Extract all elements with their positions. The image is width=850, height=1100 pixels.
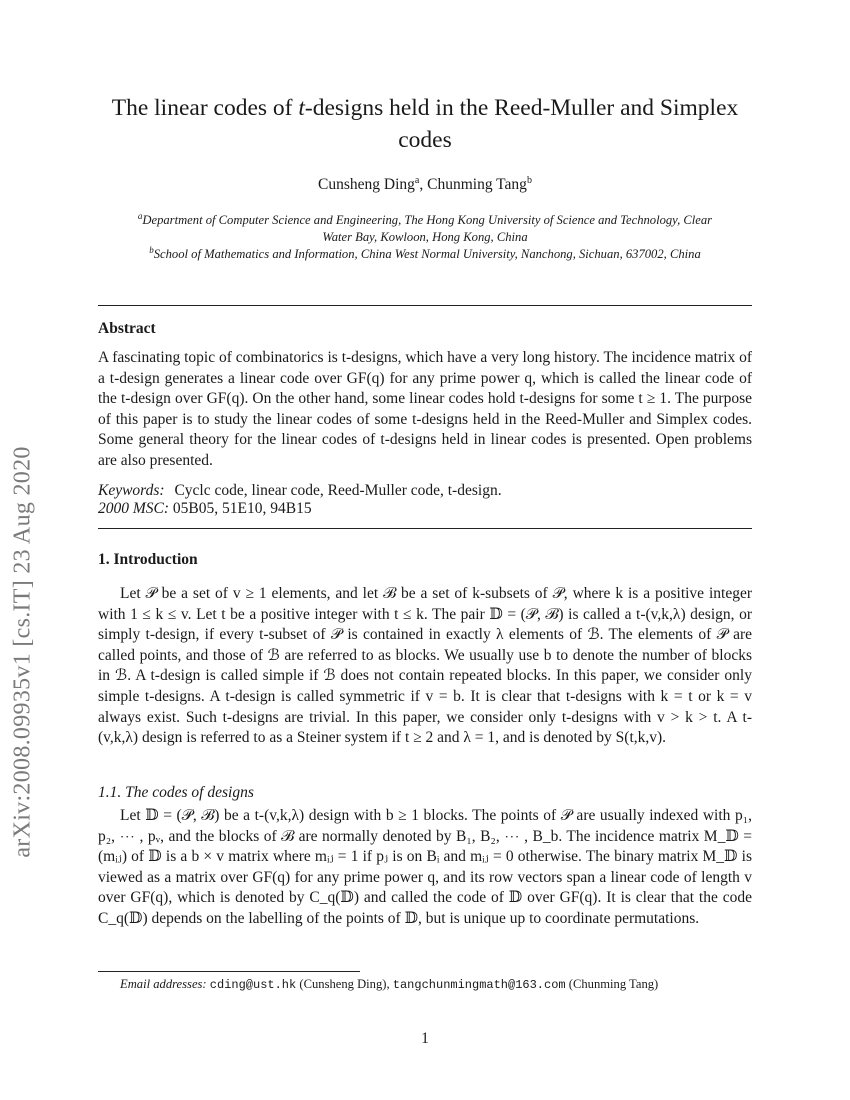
page-number: 1 <box>421 1030 429 1047</box>
rule-bottom <box>98 528 752 529</box>
title-text-pre: The linear codes of <box>111 95 299 121</box>
keywords-value: Cyclc code, linear code, Reed-Muller code, t-design. <box>174 482 502 499</box>
author-2: Chunming Tang <box>427 176 527 194</box>
keywords-label: Keywords: <box>98 482 165 499</box>
section-1-paragraph: Let 𝒫 be a set of v ≥ 1 elements, and let ℬ be a set of k-subsets of 𝒫, where k is a positive integer with 1 ≤ k ≤ v. Let t be a positive integer with t ≤ k. The pair 𝔻 = (𝒫, ℬ) is called a t-(v,k,λ) design, or simply t-design, if every t-subset of 𝒫 is contained in exactly λ elements of ℬ. The elements of 𝒫 are called points, and those of ℬ are referred to as blocks. We usually use b to denote the number of blocks in ℬ. A t-design is called simple if ℬ does not contain repeated blocks. In this paper, we consider only simple t-designs. A t-design is called symmetric if v = b. It is clear that t-designs with k = t or k = v always exist. Such t-designs are trivial. In this paper, we consider only t-designs with v > k > t. A t-(v,k,λ) design is referred to as a Steiner system if t ≥ 2 and λ = 1, and is denoted by S(t,k,v). <box>98 585 752 747</box>
title-line-1 <box>80 92 770 124</box>
affiliation-a <box>100 208 750 246</box>
footnote-label: Email addresses: <box>120 977 207 991</box>
msc-value: 05B05, 51E10, 94B15 <box>172 500 312 517</box>
email-name-2: (Chunming Tang) <box>568 977 659 991</box>
affiliation-a-line1: Department of Computer Science and Engineering, The Hong Kong University of Science and Technology, Clear <box>142 213 713 228</box>
affiliation-b <box>100 242 750 263</box>
author-2-mark: b <box>526 175 532 186</box>
author-1: Cunsheng Ding <box>318 176 415 194</box>
subsection-1-1-heading: 1.1. The codes of designs <box>98 784 254 801</box>
msc-label: 2000 MSC: <box>98 500 170 517</box>
footnote-rule <box>98 971 360 972</box>
email-link-1[interactable]: cding@ust.hk <box>209 978 297 992</box>
msc-line <box>98 499 312 518</box>
section-1-heading: 1. Introduction <box>98 551 198 568</box>
title-t-symbol: t <box>298 95 305 121</box>
rule-top <box>98 305 752 306</box>
affiliation-a-line2: Water Bay, Kowloon, Hong Kong, China <box>322 230 528 245</box>
email-name-1: (Cunsheng Ding), <box>299 977 390 991</box>
affiliation-a-mark: a <box>137 211 143 221</box>
affiliation-b-line: School of Mathematics and Information, China West Normal University, Nanchong, Sichuan, 637002, China <box>153 247 701 262</box>
author-list <box>80 175 770 194</box>
title-line-2: codes <box>398 127 452 153</box>
affiliation-b-mark: b <box>149 245 154 255</box>
abstract-text: A fascinating topic of combinatorics is t-designs, which have a very long history. The incidence matrix of a t-design generates a linear code over GF(q) for any prime power q, which is called the linear code of the t-design over GF(q). On the other hand, some linear codes hold t-designs for some t ≥ 1. The purpose of this paper is to study the linear codes of some t-designs held in the Reed-Muller and Simplex codes. Some general theory for the linear codes of t-designs held in linear codes is presented. Open problems are also presented. <box>98 349 752 469</box>
keywords-line <box>98 481 502 500</box>
title-text-post: -designs held in the Reed-Muller and Simplex <box>304 95 739 121</box>
footnote-emails <box>120 977 658 992</box>
author-separator: , <box>419 176 428 194</box>
author-1-mark: a <box>414 175 420 186</box>
arxiv-stamp-text: arXiv:2008.09935v1 [cs.IT] 23 Aug 2020 <box>9 446 36 858</box>
subsection-1-1-paragraph: Let 𝔻 = (𝒫, ℬ) be a t-(v,k,λ) design with b ≥ 1 blocks. The points of 𝒫 are usually indexed with p₁, p₂, ⋯ , pᵥ, and the blocks of ℬ are normally denoted by B₁, B₂, ⋯ , B_b. The incidence matrix M_𝔻 = (mᵢⱼ) of 𝔻 is a b × v matrix where mᵢⱼ = 1 if pⱼ is on Bᵢ and mᵢⱼ = 0 otherwise. The binary matrix M_𝔻 is viewed as a matrix over GF(q) for any prime power q, and its row vectors span a linear code of length v over GF(q), which is denoted by C_q(𝔻) and called the code of 𝔻 over GF(q). It is clear that the code C_q(𝔻) depends on the labelling of the points of 𝔻, but is unique up to coordinate permutations. <box>98 807 752 927</box>
abstract-heading: Abstract <box>98 320 156 337</box>
email-link-2[interactable]: tangchunmingmath@163.com <box>392 978 566 992</box>
paper-title <box>80 92 770 156</box>
